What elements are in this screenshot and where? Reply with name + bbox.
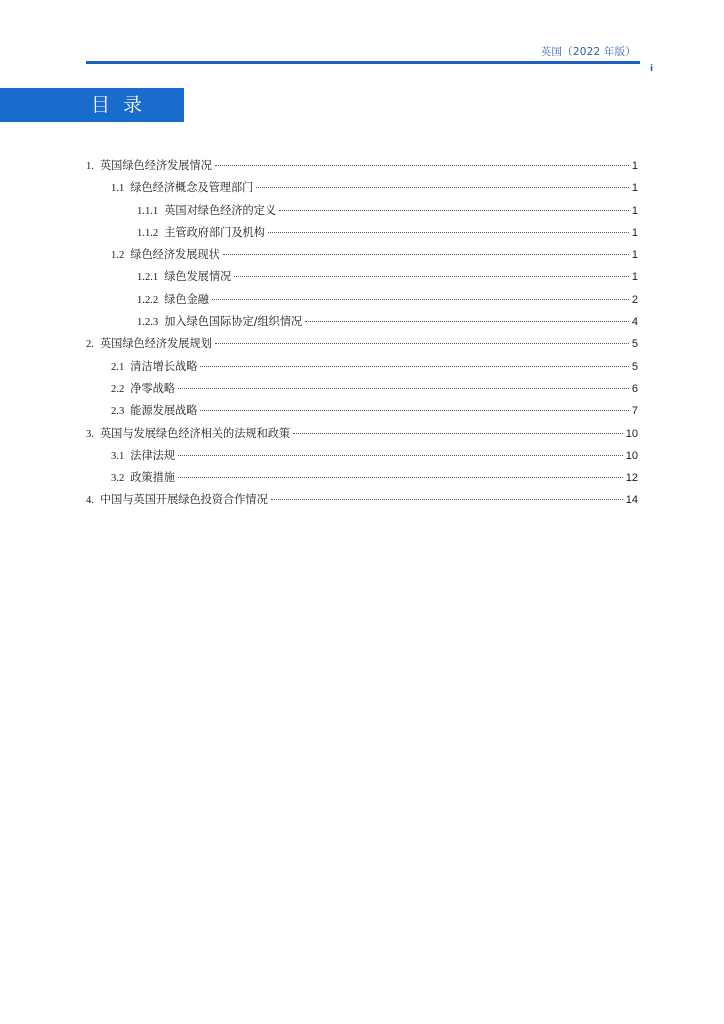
toc-entry-page: 10 <box>625 449 638 462</box>
toc-entry-number: 1.2.3 <box>137 317 159 329</box>
toc-entry-page: 12 <box>625 472 638 485</box>
toc-entry-title: 英国绿色经济发展规划 <box>99 337 212 351</box>
toc-entry-page: 5 <box>631 360 638 373</box>
toc-entry[interactable] <box>86 200 638 222</box>
toc-entry-title: 英国绿色经济发展情况 <box>99 159 212 172</box>
toc-dot-leader <box>271 499 623 500</box>
toc-entry[interactable] <box>86 289 638 311</box>
toc-entry-number: 1.1.2 <box>137 227 159 239</box>
toc-entry-page: 1 <box>631 226 638 239</box>
toc-entry[interactable] <box>86 222 638 244</box>
toc-dot-leader <box>268 232 629 233</box>
toc-dot-leader <box>293 433 623 434</box>
toc-entry-page: 5 <box>631 338 638 351</box>
toc-entry-number: 4. <box>86 495 94 507</box>
toc-entry-page: 1 <box>631 204 638 217</box>
toc-entry-title: 政策措施 <box>130 471 176 485</box>
toc-entry[interactable] <box>86 244 638 266</box>
toc-entry-number: 1.2 <box>111 250 125 262</box>
toc-dot-leader <box>200 410 628 411</box>
toc-entry-title: 绿色经济概念及管理部门 <box>130 181 254 195</box>
toc-entry-page: 4 <box>631 316 638 329</box>
toc-entry-title: 净零战略 <box>130 381 176 395</box>
toc-entry-page: 6 <box>631 382 638 395</box>
toc-dot-leader <box>279 210 629 211</box>
toc-entry[interactable] <box>86 378 638 400</box>
toc-dot-leader <box>215 165 629 166</box>
toc-entry-number: 1.2.2 <box>137 294 159 306</box>
toc-entry-title: 英国与发展绿色经济相关的法规和政策 <box>99 426 291 440</box>
toc-entry-number: 1.2.1 <box>137 272 159 284</box>
toc-entry-number: 2. <box>86 339 94 351</box>
running-header: 英国（2022 年版） <box>540 46 636 58</box>
toc-entry[interactable] <box>86 467 638 489</box>
toc-entry-page: 10 <box>625 427 638 440</box>
toc-entry-title: 能源发展战略 <box>130 404 198 418</box>
toc-entry-title: 清洁增长战略 <box>130 359 198 373</box>
toc-entry-number: 2.2 <box>111 383 125 395</box>
toc-entry-number: 1.1.1 <box>137 205 159 217</box>
toc-entry[interactable] <box>86 266 638 288</box>
header-rule <box>86 61 640 64</box>
toc-entry-page: 1 <box>631 160 638 172</box>
toc-dot-leader <box>200 366 628 367</box>
toc-entry[interactable] <box>86 423 638 445</box>
toc-entry[interactable] <box>86 400 638 422</box>
toc-entry-title: 英国对绿色经济的定义 <box>164 203 277 217</box>
toc-entry-number: 1. <box>86 161 94 172</box>
toc-entry[interactable] <box>86 177 638 199</box>
toc-dot-leader <box>178 388 629 389</box>
toc-entry-title: 绿色金融 <box>164 292 209 306</box>
toc-entry[interactable] <box>86 333 638 355</box>
toc-entry-title: 绿色发展情况 <box>164 270 232 284</box>
toc-entry-page: 14 <box>625 494 638 507</box>
toc-entry-page: 1 <box>631 271 638 284</box>
toc-dot-leader <box>178 477 623 478</box>
toc-entry-number: 1.1 <box>111 183 125 195</box>
toc-entry-title: 法律法规 <box>130 448 176 462</box>
toc-title: 目录 <box>91 94 156 116</box>
toc-entry-number: 2.1 <box>111 361 125 373</box>
toc-entry-number: 3. <box>86 428 94 440</box>
toc-entry[interactable] <box>86 311 638 333</box>
toc-dot-leader <box>305 321 629 322</box>
toc-entry-page: 2 <box>631 293 638 306</box>
toc-entry-number: 2.3 <box>111 406 125 418</box>
toc-dot-leader <box>215 343 629 344</box>
table-of-contents <box>86 155 638 512</box>
toc-entry[interactable] <box>86 356 638 378</box>
toc-entry-page: 7 <box>631 405 638 418</box>
toc-entry-number: 3.2 <box>111 473 125 485</box>
toc-dot-leader <box>212 299 629 300</box>
toc-entry-title: 主管政府部门及机构 <box>164 225 265 239</box>
page-number-mark: i <box>650 64 654 74</box>
toc-entry-title: 中国与英国开展绿色投资合作情况 <box>99 493 268 507</box>
toc-dot-leader <box>178 455 623 456</box>
toc-entry[interactable] <box>86 445 638 467</box>
toc-entry-page: 1 <box>631 182 638 195</box>
toc-dot-leader <box>256 187 629 188</box>
toc-entry-page: 1 <box>631 249 638 262</box>
toc-dot-leader <box>234 276 629 277</box>
toc-dot-leader <box>223 254 629 255</box>
toc-entry[interactable] <box>86 155 638 177</box>
toc-entry[interactable] <box>86 489 638 511</box>
toc-entry-title: 绿色经济发展现状 <box>130 248 220 262</box>
toc-entry-number: 3.1 <box>111 450 125 462</box>
toc-entry-title: 加入绿色国际协定/组织情况 <box>164 315 303 329</box>
